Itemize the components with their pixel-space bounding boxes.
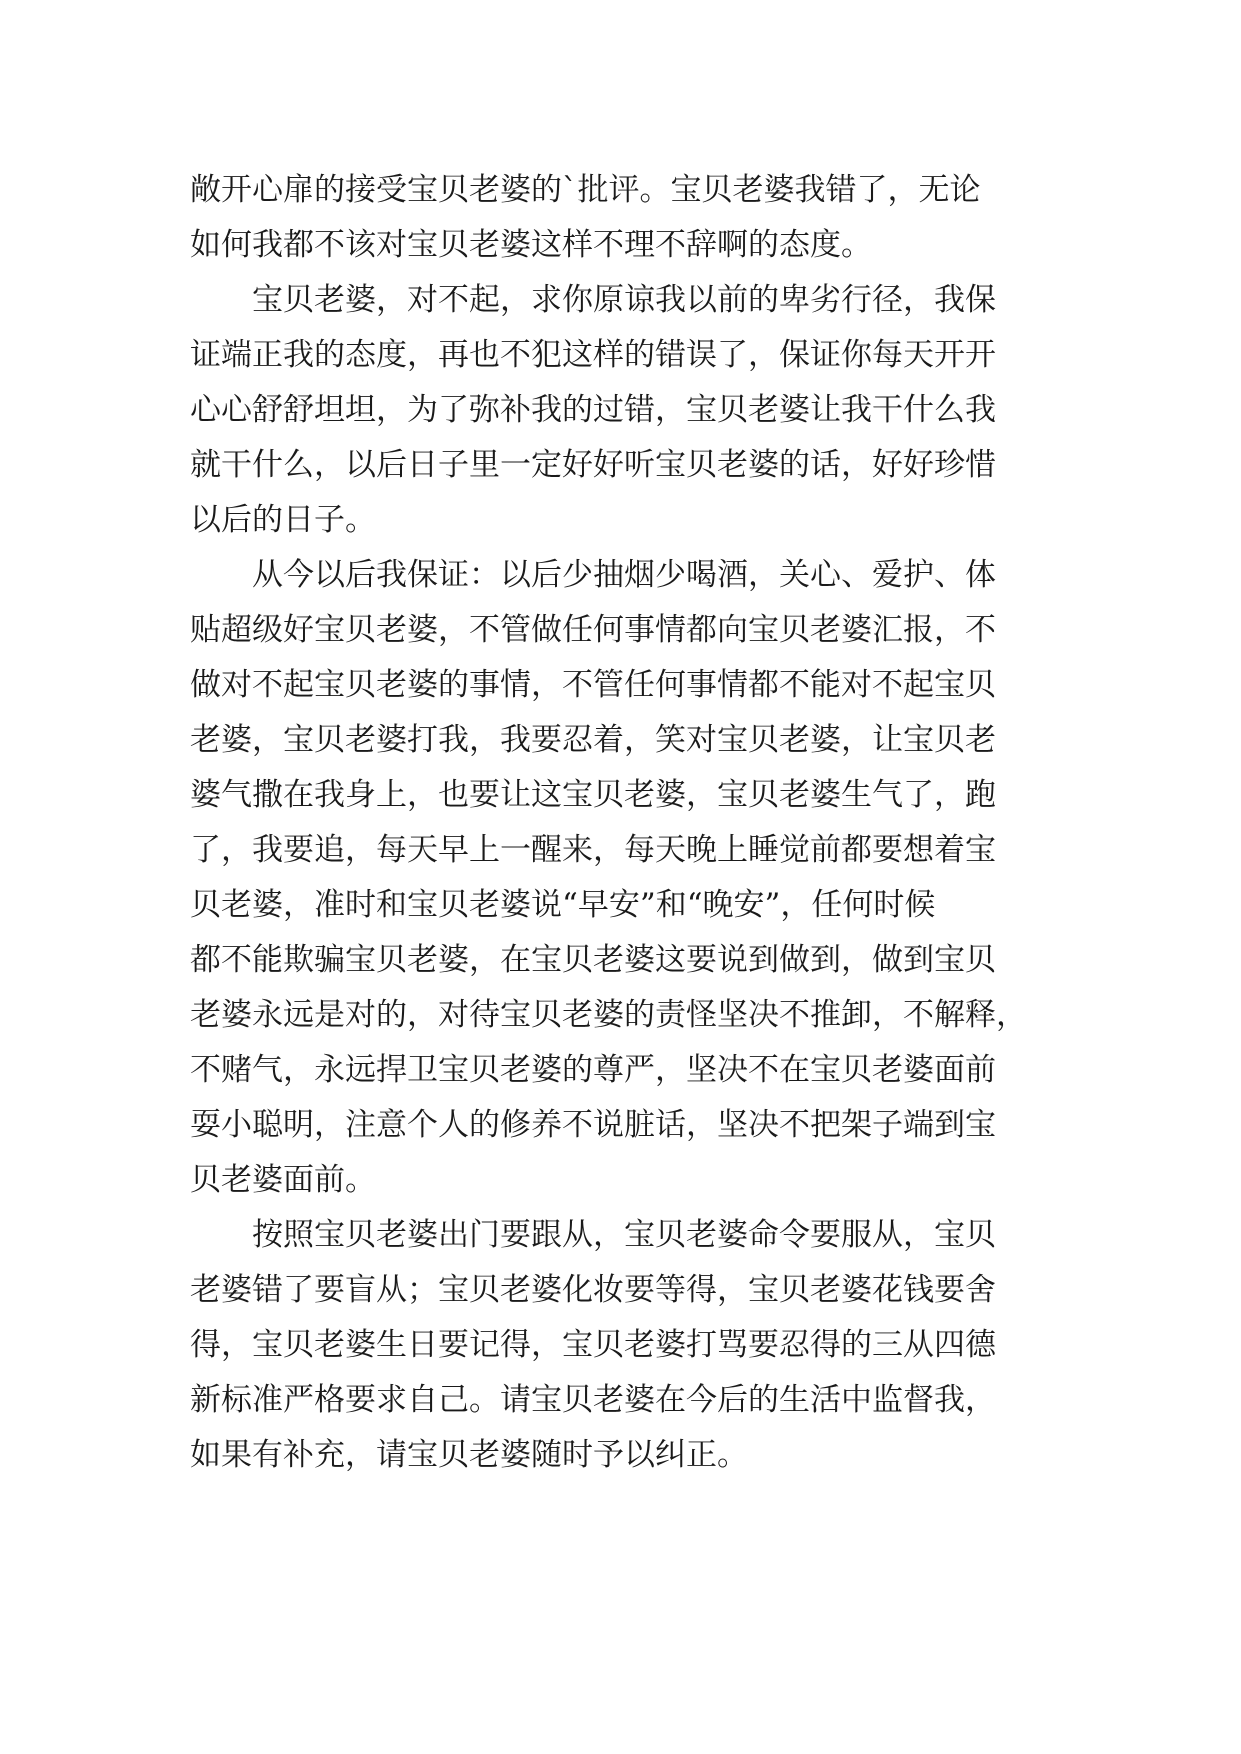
text-line: 新标准严格要求自己。请宝贝老婆在今后的生活中监督我， — [190, 1382, 996, 1418]
text-line: 都不能欺骗宝贝老婆，在宝贝老婆这要说到做到，做到宝贝 — [190, 942, 996, 978]
text-line: 按照宝贝老婆出门要跟从，宝贝老婆命令要服从，宝贝 — [190, 1217, 996, 1253]
text-line: 贴超级好宝贝老婆，不管做任何事情都向宝贝老婆汇报，不 — [190, 612, 996, 648]
text-line: 就干什么，以后日子里一定好好听宝贝老婆的话，好好珍惜 — [190, 447, 996, 483]
text-line: 宝贝老婆，对不起，求你原谅我以前的卑劣行径，我保 — [190, 282, 996, 318]
text-line: 如果有补充，请宝贝老婆随时予以纠正。 — [190, 1437, 748, 1473]
text-line: 老婆错了要盲从；宝贝老婆化妆要等得，宝贝老婆花钱要舍 — [190, 1272, 996, 1308]
text-line: 耍小聪明，注意个人的修养不说脏话，坚决不把架子端到宝 — [190, 1107, 996, 1143]
text-line: 老婆，宝贝老婆打我，我要忍着，笑对宝贝老婆，让宝贝老 — [190, 722, 996, 758]
text-line: 不赌气，永远捍卫宝贝老婆的尊严，坚决不在宝贝老婆面前 — [190, 1052, 996, 1088]
text-line: 做对不起宝贝老婆的事情，不管任何事情都不能对不起宝贝 — [190, 667, 996, 703]
text-line: 如何我都不该对宝贝老婆这样不理不辞啊的态度。 — [190, 227, 872, 263]
text-line: 了，我要追，每天早上一醒来，每天晚上睡觉前都要想着宝 — [190, 832, 996, 868]
text-line: 得，宝贝老婆生日要记得，宝贝老婆打骂要忍得的三从四德 — [190, 1327, 996, 1363]
text-line: 从今以后我保证：以后少抽烟少喝酒，关心、爱护、体 — [190, 557, 996, 593]
text-line: 婆气撒在我身上，也要让这宝贝老婆，宝贝老婆生气了，跑 — [190, 777, 996, 813]
text-line: 证端正我的态度，再也不犯这样的错误了，保证你每天开开 — [190, 337, 996, 373]
text-line: 以后的日子。 — [190, 502, 376, 538]
text-line: 贝老婆，准时和宝贝老婆说“早安”和“晚安”，任何时候 — [190, 887, 936, 923]
text-line: 敞开心扉的接受宝贝老婆的`批评。宝贝老婆我错了，无论 — [190, 172, 981, 208]
text-line: 老婆永远是对的，对待宝贝老婆的责怪坚决不推卸，不解释， — [190, 997, 1027, 1033]
text-line: 心心舒舒坦坦，为了弥补我的过错，宝贝老婆让我干什么我 — [190, 392, 996, 428]
text-line: 贝老婆面前。 — [190, 1162, 376, 1198]
